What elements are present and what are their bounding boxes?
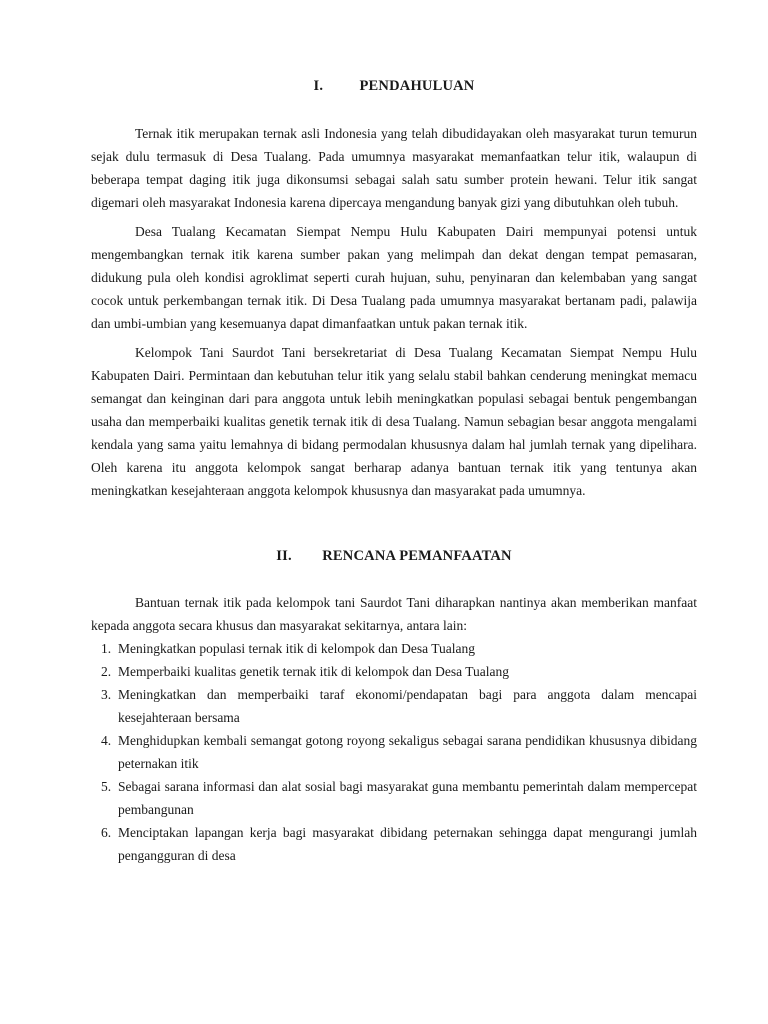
- section-heading-rencana-pemanfaatan: [91, 548, 697, 565]
- list-item: [91, 821, 697, 867]
- section-title: RENCANA PEMANFAATAN: [322, 548, 512, 564]
- section-title: PENDAHULUAN: [359, 78, 475, 94]
- list-item: [91, 729, 697, 775]
- paragraph-2: Desa Tualang Kecamatan Siempat Nempu Hulu Kabupaten Dairi mempunyai potensi untuk mengembangkan ternak itik karena sumber pakan yang melimpah dan dekat dengan tempat pemasaran, didukung pula oleh kondisi agroklimat seperti curah hujuan, suhu, penyinaran dan kelembaban yang sangat cocok untuk perkembangan ternak itik. Di Desa Tualang pada umumnya masyarakat bertanam padi, palawija dan umbi-umbian yang kesemuanya dapat dimanfaatkan untuk pakan ternak itik.: [91, 224, 697, 331]
- list-item: [91, 683, 697, 729]
- list-item-text: Sebagai sarana informasi dan alat sosial bagi masyarakat guna membantu pemerintah dalam mempercepat pembangunan: [118, 779, 697, 817]
- list-marker: 6.: [101, 825, 112, 840]
- list-marker: 5.: [101, 779, 112, 794]
- section-heading-pendahuluan: [91, 78, 697, 95]
- list-marker: 1.: [101, 641, 112, 656]
- list-item-text: Memperbaiki kualitas genetik ternak itik di kelompok dan Desa Tualang: [118, 664, 510, 679]
- list-item-text: Menghidupkan kembali semangat gotong royong sekaligus sebagai sarana pendidikan khususnya dibidang peternakan itik: [118, 733, 697, 771]
- list-item-text: Meningkatkan populasi ternak itik di kelompok dan Desa Tualang: [118, 641, 475, 656]
- section-number: I.: [313, 78, 324, 94]
- list-item: [91, 660, 697, 683]
- list-marker: 3.: [101, 687, 112, 702]
- list-item: [91, 637, 697, 660]
- document-page: [91, 78, 697, 867]
- list-item-text: Menciptakan lapangan kerja bagi masyarakat dibidang peternakan sehingga dapat mengurangi jumlah pengangguran di desa: [118, 825, 697, 863]
- intro-paragraph: Bantuan ternak itik pada kelompok tani Saurdot Tani diharapkan nantinya akan memberikan manfaat kepada anggota secara khusus dan masyarakat sekitarnya, antara lain:: [91, 595, 697, 633]
- paragraph-3: Kelompok Tani Saurdot Tani bersekretariat di Desa Tualang Kecamatan Siempat Nempu Hulu Kabupaten Dairi. Permintaan dan kebutuhan telur itik yang selalu stabil bahkan cenderung meningkat memacu semangat dan keinginan dari para anggota untuk lebih meningkatkan populasi sebagai bentuk pengembangan usaha dan memperbaiki kualitas genetik ternak itik di desa Tualang. Namun sebagian besar anggota mengalami kendala yang sama yaitu lemahnya di bidang permodalan khususnya dalam hal jumlah ternak yang dipelihara. Oleh karena itu anggota kelompok sangat berharap adanya bantuan ternak itik yang tentunya akan meningkatkan kesejahteraan anggota kelompok khususnya dan masyarakat pada umumnya.: [91, 345, 697, 498]
- list-item: [91, 775, 697, 821]
- section-number: II.: [276, 548, 292, 564]
- benefit-list: [91, 637, 697, 867]
- list-marker: 2.: [101, 664, 112, 679]
- list-marker: 4.: [101, 733, 112, 748]
- paragraph-1: Ternak itik merupakan ternak asli Indonesia yang telah dibudidayakan oleh masyarakat turun temurun sejak dulu termasuk di Desa Tualang. Pada umumnya masyarakat memanfaatkan telur itik, walaupun di beberapa tempat daging itik juga dikonsumsi sebagai salah satu sumber protein hewani. Telur itik sangat digemari oleh masyarakat Indonesia karena dipercaya mengandung banyak gizi yang dibutuhkan oleh tubuh.: [91, 126, 697, 210]
- list-item-text: Meningkatkan dan memperbaiki taraf ekonomi/pendapatan bagi para anggota dalam mencapai kesejahteraan bersama: [118, 687, 697, 725]
